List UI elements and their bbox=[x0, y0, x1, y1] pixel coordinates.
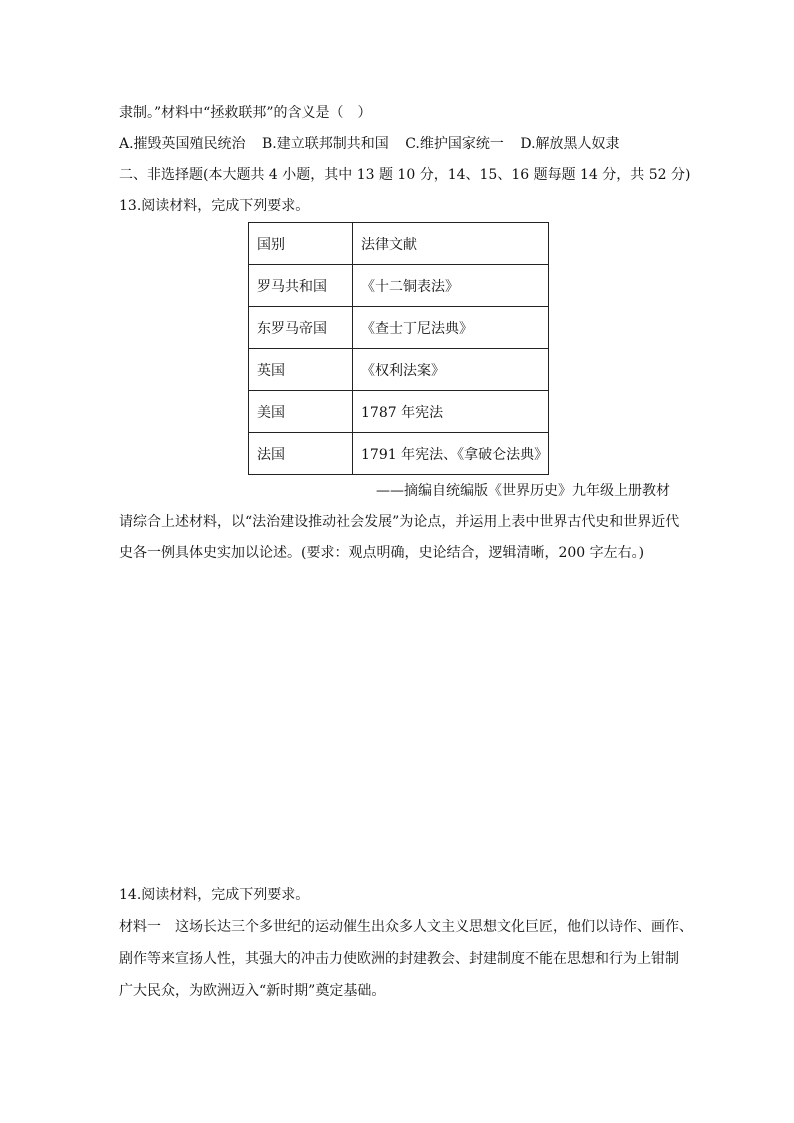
table-cell-country: 罗马共和国 bbox=[249, 265, 353, 307]
table-source-note: ——摘编自统编版《世界历史》九年级上册教材 bbox=[376, 483, 670, 499]
table-cell-country: 美国 bbox=[249, 391, 353, 433]
table-header-country: 国别 bbox=[249, 223, 353, 265]
table-row bbox=[249, 265, 549, 307]
section-2-heading: 二、非选择题(本大题共 4 小题，其中 13 题 10 分，14、15、16 题每题 14 分，共 52 分) bbox=[119, 167, 691, 183]
question-13-task-line-1: 请综合上述材料，以“法治建设推动社会发展”为论点，并运用上表中世界古代史和世界近代 bbox=[119, 514, 680, 530]
table-cell-document: 《十二铜表法》 bbox=[353, 265, 549, 307]
table-cell-document: 1787 年宪法 bbox=[353, 391, 549, 433]
table-row bbox=[249, 307, 549, 349]
table-cell-country: 东罗马帝国 bbox=[249, 307, 353, 349]
table-row bbox=[249, 391, 549, 433]
table-header-document: 法律文献 bbox=[353, 223, 549, 265]
table-cell-document: 《权利法案》 bbox=[353, 349, 549, 391]
question-14-prompt: 14.阅读材料，完成下列要求。 bbox=[119, 887, 310, 903]
option-c: C.维护国家统一 bbox=[405, 136, 504, 152]
option-d: D.解放黑人奴隶 bbox=[520, 136, 620, 152]
option-a: A.摧毁英国殖民统治 bbox=[119, 136, 246, 152]
table-row bbox=[249, 433, 549, 475]
table-row bbox=[249, 349, 549, 391]
table-cell-document: 《查士丁尼法典》 bbox=[353, 307, 549, 349]
question-13-task-line-2: 史各一例具体史实加以论述。(要求：观点明确，史论结合，逻辑清晰，200 字左右。) bbox=[119, 545, 645, 561]
question-14-material-1-line-2: 剧作等来宣扬人性，其强大的冲击力使欧洲的封建教会、封建制度不能在思想和行为上钳制 bbox=[119, 951, 679, 967]
question-12-stem-tail: 隶制。”材料中“拯救联邦”的含义是（ ） bbox=[119, 105, 372, 121]
option-b: B.建立联邦制共和国 bbox=[262, 136, 389, 152]
table-cell-document: 1791 年宪法、《拿破仑法典》 bbox=[353, 433, 549, 475]
table-cell-country: 英国 bbox=[249, 349, 353, 391]
question-14-material-1-line-1: 材料一 这场长达三个多世纪的运动催生出众多人文主义思想文化巨匠，他们以诗作、画作、 bbox=[119, 919, 693, 935]
question-13-prompt: 13.阅读材料，完成下列要求。 bbox=[119, 198, 310, 214]
question-12-options bbox=[119, 134, 632, 154]
law-documents-table bbox=[248, 222, 549, 475]
table-cell-country: 法国 bbox=[249, 433, 353, 475]
question-14-material-1-line-3: 广大民众，为欧洲迈入“新时期”奠定基础。 bbox=[119, 983, 386, 999]
table-header-row bbox=[249, 223, 549, 265]
